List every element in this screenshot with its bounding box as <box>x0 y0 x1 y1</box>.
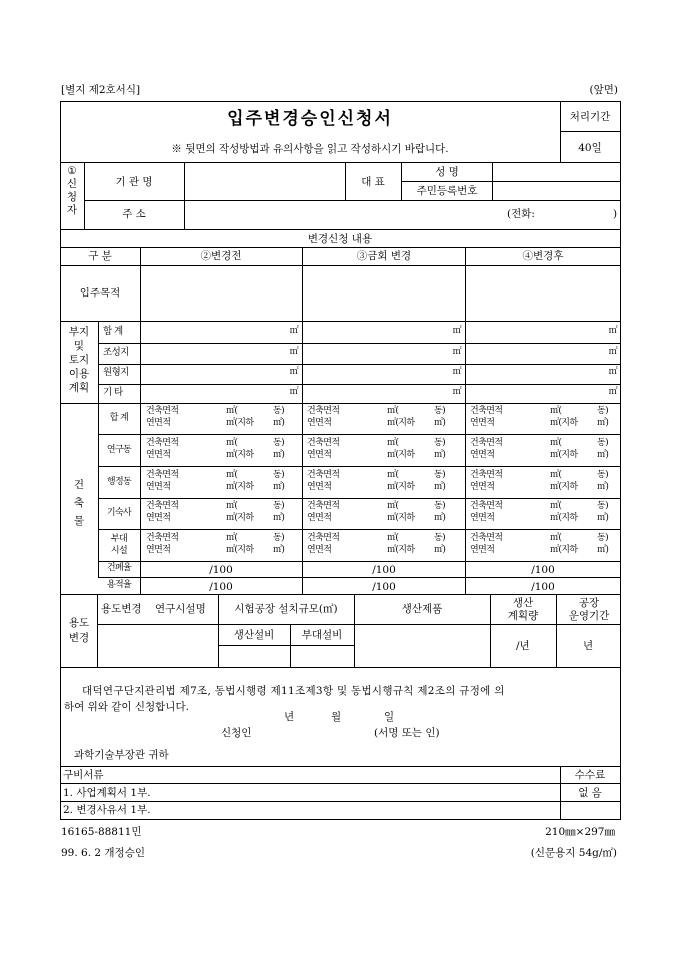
ratio-value: /100 <box>531 581 555 593</box>
land-value-field[interactable] <box>148 383 288 401</box>
land-row-label: 조성지 <box>103 347 129 358</box>
building-area-tail: 동) <box>273 438 285 448</box>
land-value-field[interactable] <box>311 363 451 381</box>
land-unit: ㎡ <box>452 347 461 357</box>
floor-area-tail: ㎡) <box>597 513 609 523</box>
building-area-tail: 동) <box>434 533 446 543</box>
floor-ratio-label: 용적율 <box>106 580 132 590</box>
building-area-unit: ㎡( <box>226 501 238 511</box>
land-value-field[interactable] <box>311 322 451 340</box>
resident-number-label: 주민등록번호 <box>416 185 478 197</box>
floor-area-unit: ㎡(지하 <box>226 450 254 460</box>
land-row-label: 기 타 <box>103 387 123 398</box>
document-item-1: 1. 사업계획서 1부. <box>63 787 151 799</box>
building-area-label: 건축면적 <box>470 406 503 416</box>
land-unit: ㎡ <box>608 387 617 397</box>
production-equipment-label: 생산설비 <box>233 629 275 641</box>
floor-area-label: 연면적 <box>146 545 171 555</box>
building-area-unit: ㎡( <box>387 533 399 543</box>
building-area-label: 건축면적 <box>307 438 340 448</box>
floor-area-tail: ㎡) <box>273 482 285 492</box>
land-value-field[interactable] <box>148 363 288 381</box>
floor-area-label: 연면적 <box>307 450 332 460</box>
floor-area-unit: ㎡(지하 <box>387 482 415 492</box>
building-area-unit: ㎡( <box>387 501 399 511</box>
floor-area-unit: ㎡(지하 <box>387 418 415 428</box>
floor-area-tail: ㎡) <box>273 418 285 428</box>
land-value-field[interactable] <box>311 343 451 361</box>
floor-area-unit: ㎡(지하 <box>387 513 415 523</box>
land-unit: ㎡ <box>452 387 461 397</box>
floor-area-unit: ㎡(지하 <box>226 418 254 428</box>
land-value-field[interactable] <box>467 343 607 361</box>
purpose-label: 입주목적 <box>79 287 121 299</box>
floor-area-unit: ㎡(지하 <box>550 513 578 523</box>
floor-area-label: 연면적 <box>146 418 171 428</box>
floor-area-unit: ㎡(지하 <box>550 450 578 460</box>
addressee: 과학기술부장관 귀하 <box>74 749 169 761</box>
floor-area-tail: ㎡) <box>597 482 609 492</box>
floor-area-tail: ㎡) <box>434 450 446 460</box>
ratio-value: /100 <box>372 581 396 593</box>
building-area-label: 건축면적 <box>307 501 340 511</box>
building-area-unit: ㎡( <box>226 470 238 480</box>
building-row-label: 연구동 <box>106 445 132 455</box>
building-area-unit: ㎡( <box>387 470 399 480</box>
floor-area-label: 연면적 <box>146 450 171 460</box>
land-unit: ㎡ <box>452 326 461 336</box>
production-plan-col-2: 계획량 <box>507 610 539 622</box>
applicant-label: 신청인 <box>221 727 252 739</box>
building-area-label: 건축면적 <box>470 501 503 511</box>
notice-text: ※ 뒷면의 작성방법과 유의사항을 읽고 작성하시기 바랍니다. <box>171 143 449 155</box>
building-area-unit: ㎡( <box>226 533 238 543</box>
floor-area-label: 연면적 <box>470 513 495 523</box>
building-area-tail: 동) <box>434 470 446 480</box>
auxiliary-equipment-label: 부대설비 <box>301 629 343 641</box>
declaration-line-2: 하여 위와 같이 신청합니다. <box>64 701 189 713</box>
signature-field[interactable]: (서명 또는 인) <box>374 727 440 739</box>
name-field[interactable] <box>493 163 620 181</box>
floor-area-tail: ㎡) <box>434 482 446 492</box>
date-day: 일 <box>384 711 395 723</box>
land-unit: ㎡ <box>608 367 617 377</box>
building-area-label: 건축면적 <box>146 501 179 511</box>
building-area-unit: ㎡( <box>550 533 562 543</box>
land-value-field[interactable] <box>148 343 288 361</box>
floor-area-unit: ㎡(지하 <box>387 450 415 460</box>
floor-area-label: 연면적 <box>307 513 332 523</box>
floor-area-tail: ㎡) <box>597 450 609 460</box>
floor-area-unit: ㎡(지하 <box>226 513 254 523</box>
building-area-unit: ㎡( <box>387 406 399 416</box>
building-area-tail: 동) <box>434 501 446 511</box>
land-unit: ㎡ <box>608 326 617 336</box>
building-row-label: 부대 <box>110 534 128 544</box>
operation-period-col-1: 공장 <box>578 597 600 609</box>
address-field[interactable] <box>185 201 505 229</box>
building-area-label: 건축면적 <box>146 438 179 448</box>
land-value-field[interactable] <box>467 322 607 340</box>
floor-area-unit: ㎡(지하 <box>550 545 578 555</box>
name-label: 성 명 <box>435 166 459 178</box>
page-title: 입주변경승인신청서 <box>227 109 393 129</box>
floor-area-tail: ㎡) <box>273 545 285 555</box>
period-unit: 년 <box>583 640 594 652</box>
col-category: 구 분 <box>88 250 112 262</box>
ratio-value: /100 <box>531 564 555 576</box>
building-area-unit: ㎡( <box>550 501 562 511</box>
document-item-2: 2. 변경사유서 1부. <box>63 804 151 816</box>
phone-label: (전화: <box>507 208 535 220</box>
floor-area-tail: ㎡) <box>434 545 446 555</box>
building-area-tail: 동) <box>597 501 609 511</box>
building-area-unit: ㎡( <box>550 406 562 416</box>
land-unit: ㎡ <box>452 367 461 377</box>
floor-area-unit: ㎡(지하 <box>226 545 254 555</box>
col-before: ②변경전 <box>200 250 242 262</box>
phone-close: ) <box>613 208 618 220</box>
building-area-unit: ㎡( <box>550 438 562 448</box>
floor-area-tail: ㎡) <box>597 418 609 428</box>
land-unit: ㎡ <box>289 347 298 357</box>
usage-change-col: 용도변경 <box>101 603 142 615</box>
building-area-tail: 동) <box>273 501 285 511</box>
building-area-label: 건축면적 <box>146 470 179 480</box>
floor-area-tail: ㎡) <box>434 513 446 523</box>
floor-area-label: 연면적 <box>470 450 495 460</box>
floor-area-label: 연면적 <box>146 482 171 492</box>
declaration-line-1: 대덕연구단지관리법 제7조, 동법시행령 제11조제3항 및 동법시행규칙 제2조의 규정에 의 <box>82 685 505 697</box>
floor-area-unit: ㎡(지하 <box>226 482 254 492</box>
production-plan-col-1: 생산 <box>512 597 534 609</box>
land-row-label: 원형지 <box>103 367 129 378</box>
floor-area-tail: ㎡) <box>273 450 285 460</box>
floor-area-label: 연면적 <box>470 545 495 555</box>
floor-area-unit: ㎡(지하 <box>550 418 578 428</box>
floor-area-tail: ㎡) <box>434 418 446 428</box>
building-area-unit: ㎡( <box>387 438 399 448</box>
floor-area-label: 연면적 <box>307 482 332 492</box>
form-number: [별지 제2호서식] <box>61 84 141 96</box>
operation-period-col-2: 운영기간 <box>568 610 610 622</box>
building-area-tail: 동) <box>597 470 609 480</box>
land-row-label: 합 계 <box>103 326 123 337</box>
floor-area-label: 연면적 <box>470 482 495 492</box>
floor-area-unit: ㎡(지하 <box>550 482 578 492</box>
land-value-field[interactable] <box>148 322 288 340</box>
building-area-unit: ㎡( <box>226 438 238 448</box>
product-col: 생산제품 <box>401 603 443 615</box>
land-unit: ㎡ <box>608 347 617 357</box>
building-area-tail: 동) <box>434 406 446 416</box>
building-area-unit: ㎡( <box>226 406 238 416</box>
coverage-label: 건폐율 <box>106 563 132 573</box>
building-area-label: 건축면적 <box>146 533 179 543</box>
land-value-field[interactable] <box>467 383 607 401</box>
land-value-field[interactable] <box>467 363 607 381</box>
org-name-field[interactable] <box>185 163 345 200</box>
plan-unit: /년 <box>516 640 530 652</box>
building-area-tail: 동) <box>597 406 609 416</box>
col-after: ④변경후 <box>522 250 564 262</box>
floor-area-label: 연면적 <box>146 513 171 523</box>
building-area-tail: 동) <box>597 438 609 448</box>
building-row-label: 시설 <box>110 546 128 556</box>
approval-date: 99. 6. 2 개정승인 <box>61 847 145 859</box>
building-area-label: 건축면적 <box>470 533 503 543</box>
date-year: 년 <box>284 711 295 723</box>
building-area-tail: 동) <box>273 470 285 480</box>
building-row-label: 합 계 <box>109 413 129 423</box>
change-section-title: 변경신청 내용 <box>307 233 373 245</box>
building-area-label: 건축면적 <box>146 406 179 416</box>
processing-period-label: 처리기간 <box>569 111 611 123</box>
floor-area-tail: ㎡) <box>597 545 609 555</box>
floor-area-label: 연면적 <box>307 545 332 555</box>
building-area-label: 건축면적 <box>307 533 340 543</box>
address-label: 주 소 <box>122 208 146 220</box>
floor-area-unit: ㎡(지하 <box>387 545 415 555</box>
land-unit: ㎡ <box>289 326 298 336</box>
org-name-label: 기 관 명 <box>115 176 153 188</box>
building-row-label: 기숙사 <box>106 508 132 518</box>
page-side: (앞면) <box>589 84 618 96</box>
ratio-value: /100 <box>372 564 396 576</box>
col-current: ③금회 변경 <box>356 250 412 262</box>
building-area-unit: ㎡( <box>550 470 562 480</box>
floor-area-tail: ㎡) <box>273 513 285 523</box>
building-area-label: 건축면적 <box>307 470 340 480</box>
building-area-label: 건축면적 <box>470 470 503 480</box>
building-area-label: 건축면적 <box>307 406 340 416</box>
floor-area-label: 연면적 <box>307 418 332 428</box>
building-area-tail: 동) <box>597 533 609 543</box>
land-unit: ㎡ <box>289 367 298 377</box>
processing-period-value: 40일 <box>578 142 602 154</box>
documents-label: 구비서류 <box>63 769 104 781</box>
ratio-value: /100 <box>209 564 233 576</box>
paper-size: 210㎜×297㎜ <box>545 826 615 838</box>
facility-name-col: 연구시설명 <box>155 603 206 615</box>
test-plant-scale-col: 시험공장 설치규모(㎡) <box>234 603 338 615</box>
fee-label: 수수료 <box>574 769 606 781</box>
building-area-label: 건축면적 <box>470 438 503 448</box>
building-area-tail: 동) <box>434 438 446 448</box>
fee-value: 없 음 <box>578 787 602 799</box>
date-month: 월 <box>331 711 342 723</box>
floor-area-label: 연면적 <box>470 418 495 428</box>
paper-type: (신문용지 54g/㎡) <box>530 847 617 859</box>
land-unit: ㎡ <box>289 387 298 397</box>
land-value-field[interactable] <box>311 383 451 401</box>
building-area-tail: 동) <box>273 406 285 416</box>
representative-label: 대 표 <box>361 176 385 188</box>
building-row-label: 행정동 <box>106 477 132 487</box>
form-code: 16165-88811민 <box>61 826 142 838</box>
building-area-tail: 동) <box>273 533 285 543</box>
resident-number-field[interactable] <box>493 182 620 200</box>
ratio-value: /100 <box>209 581 233 593</box>
